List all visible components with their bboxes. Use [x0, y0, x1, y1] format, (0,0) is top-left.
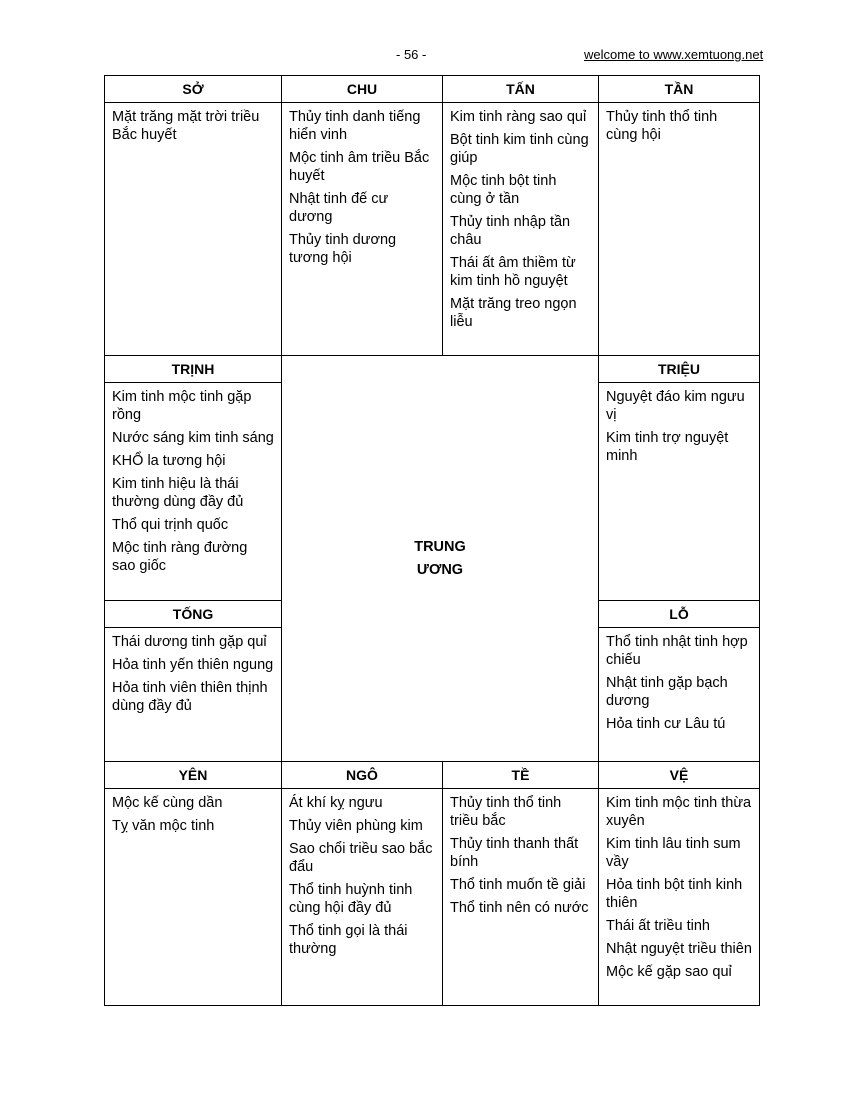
- header-trinh: TRỊNH: [104, 355, 282, 383]
- cell-entry: Thổ tinh muốn tề giải: [450, 877, 586, 893]
- cell-entry: Thái ất triều tinh: [606, 918, 710, 934]
- cell-entry: Mặt trăng treo ngọn liễu: [450, 296, 577, 330]
- cell-entry: Hỏa tinh cư Lâu tú: [606, 716, 726, 732]
- cell-entry: Thổ qui trịnh quốc: [112, 517, 229, 533]
- center-region: [281, 355, 599, 762]
- cell-entry: Tỵ văn mộc tinh: [112, 818, 215, 834]
- cell-entry: Kim tinh ràng sao quỉ: [450, 109, 587, 125]
- page-number: - 56 -: [396, 47, 427, 62]
- cell-entry: Thủy tinh danh tiếng hiển vinh: [289, 109, 421, 143]
- cell-entry: Sao chổi triều sao bắc đẩu: [289, 841, 433, 875]
- cell-entry: Thủy tinh dương tương hội: [289, 232, 397, 266]
- cell-entry: Kim tinh hiệu là thái thường dùng đầy đủ: [112, 476, 244, 510]
- cell-entry: Thái dương tinh gặp quỉ: [112, 634, 267, 650]
- cell-tan1: [442, 102, 599, 356]
- header-trieu: TRIỆU: [598, 355, 760, 383]
- center-line1: TRUNG: [414, 538, 466, 555]
- cell-ngo: [281, 788, 443, 1006]
- cell-entry: Bột tinh kim tinh cùng giúp: [450, 132, 589, 166]
- cell-entry: Kim tinh trợ nguyệt minh: [606, 430, 729, 464]
- header-ngo: NGÔ: [281, 761, 443, 789]
- cell-entry: Nước sáng kim tinh sáng: [112, 430, 274, 446]
- cell-trieu: [598, 382, 760, 601]
- cell-tong: [104, 627, 282, 762]
- cell-ve: [598, 788, 760, 1006]
- site-link[interactable]: welcome to www.xemtuong.net: [584, 47, 764, 62]
- cell-entry: Mộc tinh ràng đường sao giốc: [112, 540, 248, 574]
- center-line2: ƯƠNG: [416, 561, 464, 578]
- cell-entry: Nguyệt đáo kim ngưu vị: [606, 389, 745, 423]
- cell-entry: Thái ất âm thiềm từ kim tinh hồ nguyệt: [450, 255, 576, 289]
- header-lo: LỖ: [598, 600, 760, 628]
- cell-entry: Nhật tinh đế cư dương: [289, 191, 389, 225]
- cell-entry: Nhật tinh gặp bạch dương: [606, 675, 728, 709]
- header-tan1: TẤN: [442, 75, 599, 103]
- cell-tan2: [598, 102, 760, 356]
- cell-entry: KHỔ la tương hội: [112, 453, 226, 469]
- cell-entry: Hỏa tinh yến thiên ngung: [112, 657, 274, 673]
- cell-chu: [281, 102, 443, 356]
- cell-entry: Mặt trăng mặt trời triều Bắc huyết: [112, 109, 260, 143]
- cell-trinh: [104, 382, 282, 601]
- header-so: SỞ: [104, 75, 282, 103]
- cell-entry: Mộc tinh bột tinh cùng ở tần: [450, 173, 557, 207]
- cell-entry: Thổ tinh nên có nước: [450, 900, 589, 916]
- header-tong: TỐNG: [104, 600, 282, 628]
- region-grid: [104, 75, 760, 1006]
- cell-entry: Thủy tinh thổ tinh triều bắc: [450, 795, 562, 829]
- cell-yen: [104, 788, 282, 1006]
- cell-te: [442, 788, 599, 1006]
- cell-entry: Thủy tinh thổ tinh cùng hội: [606, 109, 718, 143]
- cell-lo: [598, 627, 760, 762]
- cell-entry: Kim tinh mộc tinh thừa xuyên: [606, 795, 752, 829]
- cell-entry: Thủy viên phùng kim: [289, 818, 423, 834]
- cell-entry: Át khí kỵ ngưu: [289, 795, 383, 811]
- cell-entry: Thổ tinh nhật tinh hợp chiếu: [606, 634, 748, 668]
- header-yen: YÊN: [104, 761, 282, 789]
- cell-entry: Kim tinh lâu tinh sum vầy: [606, 836, 741, 870]
- header-ve: VỆ: [598, 761, 760, 789]
- cell-entry: Thổ tinh gọi là thái thường: [289, 923, 408, 957]
- header-chu: CHU: [281, 75, 443, 103]
- cell-entry: Mộc kế cùng dần: [112, 795, 223, 811]
- cell-entry: Thủy tinh thanh thất bính: [450, 836, 579, 870]
- header-tan2: TẦN: [598, 75, 760, 103]
- cell-entry: Hỏa tinh viên thiên thịnh dùng đầy đủ: [112, 680, 268, 714]
- cell-entry: Mộc kế gặp sao quỉ: [606, 964, 732, 980]
- cell-entry: Hỏa tinh bột tinh kinh thiên: [606, 877, 743, 911]
- cell-entry: Mộc tinh âm triều Bắc huyết: [289, 150, 430, 184]
- header-te: TỀ: [442, 761, 599, 789]
- cell-entry: Kim tinh mộc tinh gặp rồng: [112, 389, 252, 423]
- cell-so: [104, 102, 282, 356]
- cell-entry: Thổ tinh huỳnh tinh cùng hội đầy đủ: [289, 882, 413, 916]
- cell-entry: Nhật nguyệt triều thiên: [606, 941, 752, 957]
- cell-entry: Thủy tinh nhập tần châu: [450, 214, 571, 248]
